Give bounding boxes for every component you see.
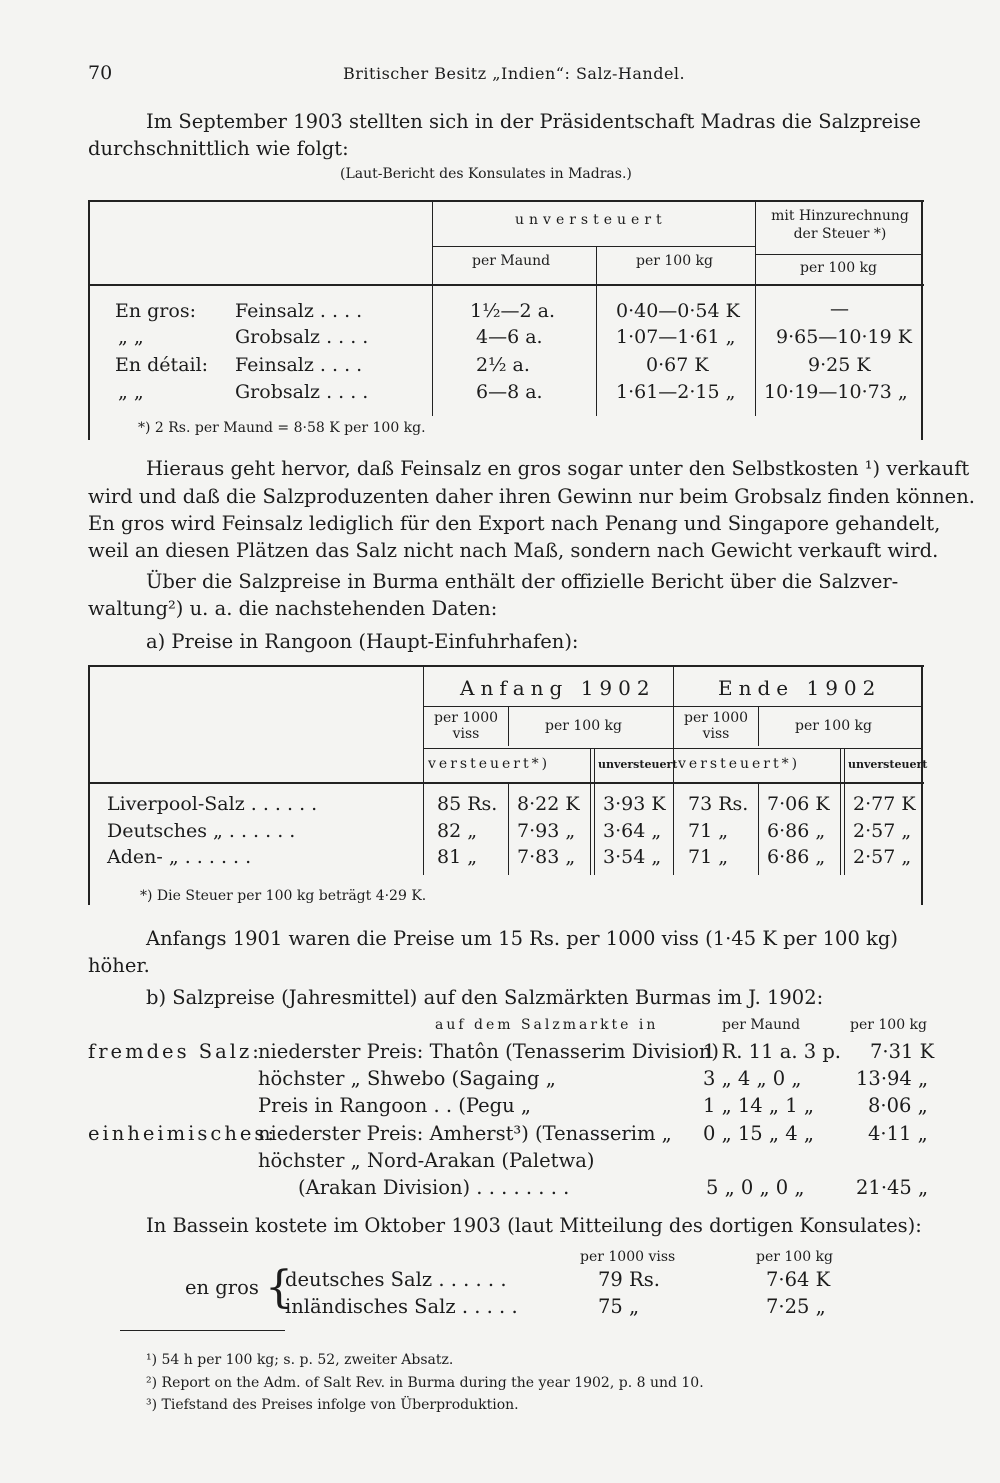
t2-row3-e-unv: 2·57 „ — [853, 846, 912, 868]
bassein-col-kg: per 100 kg — [756, 1249, 834, 1265]
b-row3-desc: Preis in Rangoon . . (Pegu „ — [258, 1094, 531, 1117]
t2-row3-a-vst: 7·83 „ — [517, 846, 576, 868]
b-row1-kg: 7·31 K — [870, 1040, 935, 1063]
t1-row1-group: En gros: — [115, 300, 196, 322]
t1-row2-tax: 9·65—10·19 K — [776, 326, 912, 348]
para1-line2: wird und daß die Salzproduzenten daher ihren Gewinn nur beim Grobsalz finden können. — [88, 485, 975, 508]
para4: In Bassein kostete im Oktober 1903 (laut Mitteilung des dortigen Konsulates): — [146, 1214, 922, 1237]
footnote-rule — [120, 1330, 285, 1331]
col-a-versteuert: versteuert*) — [428, 756, 551, 772]
t1-row3-kg: 0·67 K — [646, 354, 709, 376]
col-e-unversteuert: unversteuert — [848, 758, 928, 771]
para3-line2: höher. — [88, 954, 150, 977]
t2-row3-a-viss: 81 „ — [437, 846, 478, 868]
t2-row2-name: Deutsches „ . . . . . . — [107, 820, 296, 842]
b-row4-kg: 4·11 „ — [868, 1122, 928, 1145]
b-row2-maund: 3 „ 4 „ 0 „ — [703, 1067, 802, 1090]
b-row6-kg: 21·45 „ — [856, 1176, 929, 1199]
t1-footnote: *) 2 Rs. per Maund = 8·58 K per 100 kg. — [138, 420, 426, 436]
bassein-row1-kg: 7·64 K — [766, 1268, 831, 1291]
b-row4-label: einheimisches: — [88, 1122, 278, 1145]
source-note: (Laut-Bericht des Konsulates in Madras.) — [340, 166, 632, 182]
para3-line1: Anfangs 1901 waren die Preise um 15 Rs. per 1000 viss (1·45 K per 100 kg) — [146, 927, 898, 950]
t2-row1-e-viss: 73 Rs. — [688, 793, 749, 815]
footnote-2: ²) Report on the Adm. of Salt Rev. in Burma during the year 1902, p. 8 und 10. — [146, 1375, 704, 1391]
col-markt: auf dem Salzmarkte in — [435, 1017, 659, 1033]
t2-row2-e-vst: 6·86 „ — [767, 820, 826, 842]
t2-row2-e-unv: 2·57 „ — [853, 820, 912, 842]
col-unversteuert: unversteuert — [515, 212, 667, 228]
footnote-1: ¹) 54 h per 100 kg; s. p. 52, zweiter Absatz. — [146, 1352, 454, 1368]
section-a-heading: a) Preise in Rangoon (Haupt-Einfuhrhafen): — [146, 630, 579, 653]
intro-line-2: durchschnittlich wie folgt: — [88, 137, 349, 160]
bassein-row2-viss: 75 „ — [598, 1295, 640, 1318]
b-row2-kg: 13·94 „ — [856, 1067, 929, 1090]
col-per-maund: per Maund — [472, 253, 551, 269]
para1-line4: weil an diesen Plätzen das Salz nicht nach Maß, sondern nach Gewicht verkauft wird. — [88, 539, 939, 562]
bassein-row2-name: inländisches Salz . . . . . — [285, 1295, 518, 1318]
b-row1-desc: niederster Preis: Thatôn (Tenasserim Division) — [258, 1040, 720, 1063]
t1-row4-maund: 6—8 a. — [476, 381, 543, 403]
b-row5-desc: höchster „ Nord-Arakan (Paletwa) — [258, 1149, 595, 1172]
para1-line1: Hieraus geht hervor, daß Feinsalz en gros sogar unter den Selbstkosten ¹) verkauft — [146, 457, 970, 480]
b-row6-maund: 5 „ 0 „ 0 „ — [706, 1176, 805, 1199]
b-row1-label: fremdes Salz: — [88, 1040, 262, 1063]
t1-row3-tax: 9·25 K — [808, 354, 871, 376]
col-a-unversteuert: unversteuert — [598, 758, 678, 771]
col-ende-1902: Ende 1902 — [718, 676, 882, 700]
col-a-per-100kg: per 100 kg — [545, 718, 623, 734]
t2-row3-a-unv: 3·54 „ — [603, 846, 662, 868]
para2-line2: waltung²) u. a. die nachstehenden Daten: — [88, 597, 498, 620]
bassein-row1-name: deutsches Salz . . . . . . — [285, 1268, 507, 1291]
col-per-100kg: per 100 kg — [636, 253, 714, 269]
para1-line3: En gros wird Feinsalz lediglich für den Export nach Penang und Singapore gehandelt, — [88, 512, 941, 535]
col-e-per-100kg: per 100 kg — [795, 718, 873, 734]
t2-row3-e-viss: 71 „ — [688, 846, 729, 868]
bassein-col-viss: per 1000 viss — [580, 1249, 676, 1265]
t1-row3-product: Feinsalz . . . . — [235, 354, 363, 376]
t1-row2-product: Grobsalz . . . . — [235, 326, 369, 348]
t2-row1-a-vst: 8·22 K — [517, 793, 580, 815]
t2-row3-name: Aden- „ . . . . . . — [107, 846, 252, 868]
col-kg: per 100 kg — [850, 1017, 928, 1033]
bassein-row1-viss: 79 Rs. — [598, 1268, 660, 1291]
t2-row2-a-vst: 7·93 „ — [517, 820, 576, 842]
b-row3-kg: 8·06 „ — [868, 1094, 928, 1117]
t1-row1-tax: — — [830, 298, 849, 320]
t2-row1-name: Liverpool-Salz . . . . . . — [107, 793, 318, 815]
b-row2-desc: höchster „ Shwebo (Sagaing „ — [258, 1067, 556, 1090]
t2-row1-a-unv: 3·93 K — [603, 793, 666, 815]
col-anfang-1902: Anfang 1902 — [460, 676, 656, 700]
running-title: Britischer Besitz „Indien“: Salz-Handel. — [343, 64, 686, 83]
t1-row1-maund: 1½—2 a. — [470, 300, 555, 322]
t1-row2-kg: 1·07—1·61 „ — [616, 326, 736, 348]
col-per-100kg-tax: per 100 kg — [800, 260, 878, 276]
col-e-versteuert: versteuert*) — [678, 756, 801, 772]
col-e-per-viss: per 1000 viss — [683, 710, 749, 742]
para2-line1: Über die Salzpreise in Burma enthält der offizielle Bericht über die Salzver- — [146, 570, 899, 593]
col-mit-steuer: mit Hinzurechnung der Steuer *) — [771, 208, 909, 242]
t2-row3-e-vst: 6·86 „ — [767, 846, 826, 868]
bassein-row2-kg: 7·25 „ — [766, 1295, 826, 1318]
t1-row3-group: En détail: — [115, 354, 209, 376]
b-row4-desc: niederster Preis: Amherst³) (Tenasserim „ — [258, 1122, 672, 1145]
col-maund: per Maund — [722, 1017, 801, 1033]
t2-row2-a-viss: 82 „ — [437, 820, 478, 842]
t1-row1-product: Feinsalz . . . . — [235, 300, 363, 322]
t1-row2-maund: 4—6 a. — [476, 326, 543, 348]
t1-row4-kg: 1·61—2·15 „ — [616, 381, 736, 403]
b-row6-desc: (Arakan Division) . . . . . . . . — [298, 1176, 570, 1199]
footnote-3: ³) Tiefstand des Preises infolge von Überproduktion. — [146, 1397, 519, 1413]
t1-row4-product: Grobsalz . . . . — [235, 381, 369, 403]
t2-row2-a-unv: 3·64 „ — [603, 820, 662, 842]
t2-row1-e-vst: 7·06 K — [767, 793, 830, 815]
t1-row4-group: „ „ — [118, 381, 144, 403]
t2-footnote: *) Die Steuer per 100 kg beträgt 4·29 K. — [140, 888, 427, 904]
t2-row1-a-viss: 85 Rs. — [437, 793, 498, 815]
intro-line-1: Im September 1903 stellten sich in der Präsidentschaft Madras die Salzpreise — [146, 110, 921, 133]
bassein-group: en gros — [185, 1276, 259, 1299]
t2-row2-e-viss: 71 „ — [688, 820, 729, 842]
t1-row4-tax: 10·19—10·73 „ — [764, 381, 908, 403]
section-b-heading: b) Salzpreise (Jahresmittel) auf den Salzmärkten Burmas im J. 1902: — [146, 986, 824, 1009]
b-row4-maund: 0 „ 15 „ 4 „ — [703, 1122, 814, 1145]
t1-row2-group: „ „ — [118, 326, 144, 348]
col-a-per-viss: per 1000 viss — [433, 710, 499, 742]
b-row3-maund: 1 „ 14 „ 1 „ — [703, 1094, 814, 1117]
t1-row3-maund: 2½ a. — [476, 354, 530, 376]
brace-icon: { — [265, 1262, 293, 1313]
page-number: 70 — [88, 62, 113, 84]
t2-row1-e-unv: 2·77 K — [853, 793, 916, 815]
b-row1-maund: 1 R. 11 a. 3 p. — [703, 1040, 842, 1063]
t1-row1-kg: 0·40—0·54 K — [616, 300, 740, 322]
